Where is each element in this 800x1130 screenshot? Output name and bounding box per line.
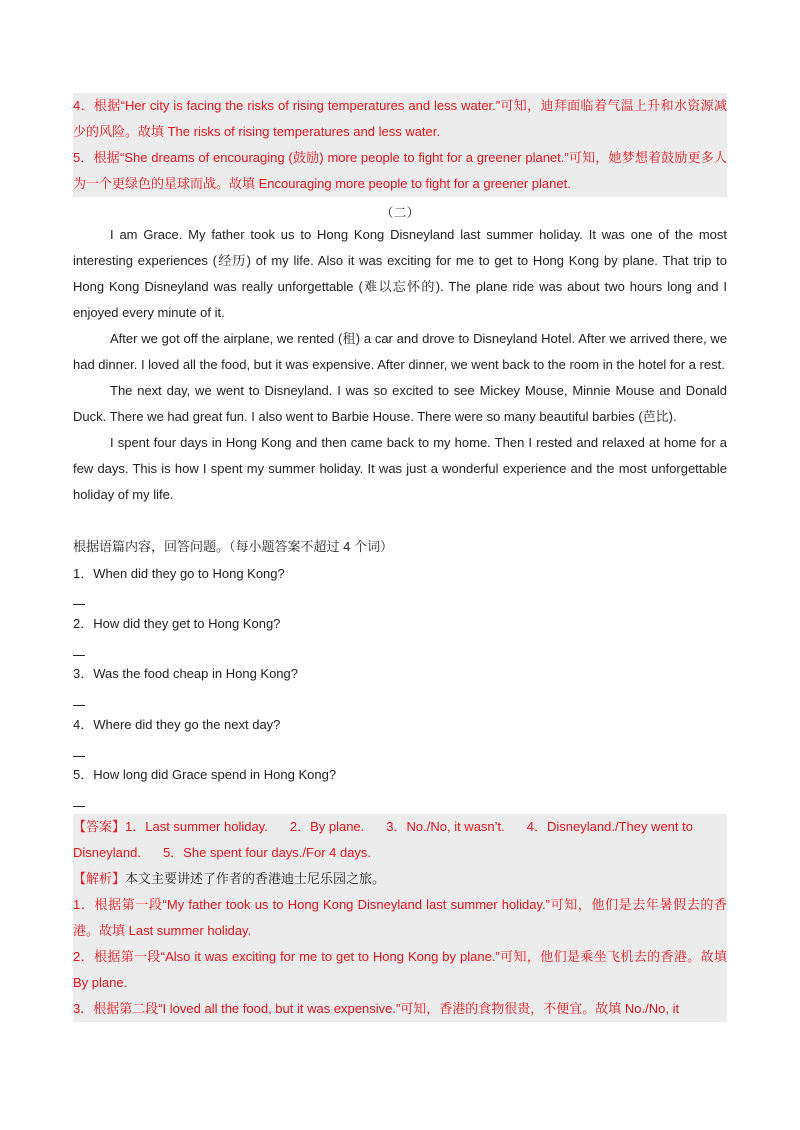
question-instruction: 根据语篇内容，回答问题。（每小题答案不超过 4 个词） — [73, 539, 393, 554]
question-5: 5．How long did Grace spend in Hong Kong? — [73, 767, 337, 782]
answer-explanation-5: 5．根据“She dreams of encouraging (鼓励) more people to fight for a greener planet.”可知，她梦想着鼓励更多人为一个更绿色的星球而战。故填 Encouraging more people to fight for a greener planet. — [73, 150, 727, 191]
explanation-1: 1．根据第一段“My father took us to Hong Kong Disneyland last summer holiday.”可知，他们是去年暑假去的香港。故填 Last summer holiday. — [73, 897, 727, 938]
answer-2: 2．By plane. — [289, 819, 365, 834]
answer-3: 3．No./No, it wasn’t. — [386, 819, 505, 834]
answer-line-4 — [73, 756, 85, 757]
answer-explanation-4: 4．根据“Her city is facing the risks of rising temperatures and less water.”可知，迪拜面临着气温上升和水资源减少的风险。故填 The risks of rising temperatures and less water. — [73, 98, 727, 139]
answer-line-1 — [73, 604, 85, 605]
question-4: 4．Where did they go the next day? — [73, 717, 281, 732]
question-3: 3．Was the food cheap in Hong Kong? — [73, 666, 298, 681]
answer-line-2 — [73, 655, 85, 656]
analysis-label: 【解析】 — [73, 871, 126, 886]
analysis-summary-line — [73, 866, 727, 892]
answer-5: 5．She spent four days./For 4 days. — [162, 845, 372, 860]
answer-label: 【答案】 — [73, 819, 126, 834]
explanation-3: 3．根据第二段“I loved all the food, but it was expensive.”可知，香港的食物很贵，不便宜。故填 No./No, it — [73, 1001, 680, 1016]
explanation-2: 2．根据第一段“Also it was exciting for me to get to Hong Kong by plane.”可知，他们是乘坐飞机去的香港。故填 By plane. — [73, 949, 727, 990]
previous-answers-block — [73, 93, 727, 197]
passage-paragraph-2: After we got off the airplane, we rented (租) a car and drove to Disneyland Hotel. After we arrived there, we had dinner. I loved all the food, but it was expensive. After dinner, we went back to the room in the hotel for a rest. — [73, 331, 727, 372]
question-2: 2．How did they get to Hong Kong? — [73, 616, 281, 631]
answer-4-part-1: 4．Disneyland./They went to — [526, 819, 693, 834]
analysis-summary: 本文主要讲述了作者的香港迪士尼乐园之旅。 — [125, 871, 386, 886]
reading-passage — [73, 222, 727, 508]
question-1: 1．When did they go to Hong Kong? — [73, 566, 285, 581]
answer-1: 1．Last summer holiday. — [125, 819, 268, 834]
answer-key-block — [73, 814, 727, 1022]
passage-paragraph-3: The next day, we went to Disneyland. I was so excited to see Mickey Mouse, Minnie Mouse and Donald Duck. There we had great fun. I also went to Barbie House. There were so many beautiful barbies (芭比). — [73, 383, 727, 424]
answer-4-part-2: Disneyland. — [73, 845, 141, 860]
answer-line-5 — [73, 806, 85, 807]
answer-key-line-2 — [73, 840, 727, 866]
passage-paragraph-4: I spent four days in Hong Kong and then came back to my home. Then I rested and relaxed at home for a few days. This is how I spent my summer holiday. It was just a wonderful experience and the most unforgettable holiday of my life. — [73, 435, 727, 502]
section-title: （二） — [380, 205, 420, 220]
passage-paragraph-1: I am Grace. My father took us to Hong Kong Disneyland last summer holiday. It was one of the most interesting experiences (经历) of my life. Also it was exciting for me to get to Hong Kong by plane. That trip to Hong Kong Disneyland was really unforgettable (难以忘怀的). The plane ride was about two hours long and I enjoyed every minute of it. — [73, 227, 727, 320]
answer-key-line-1 — [73, 814, 727, 840]
answer-line-3 — [73, 705, 85, 706]
